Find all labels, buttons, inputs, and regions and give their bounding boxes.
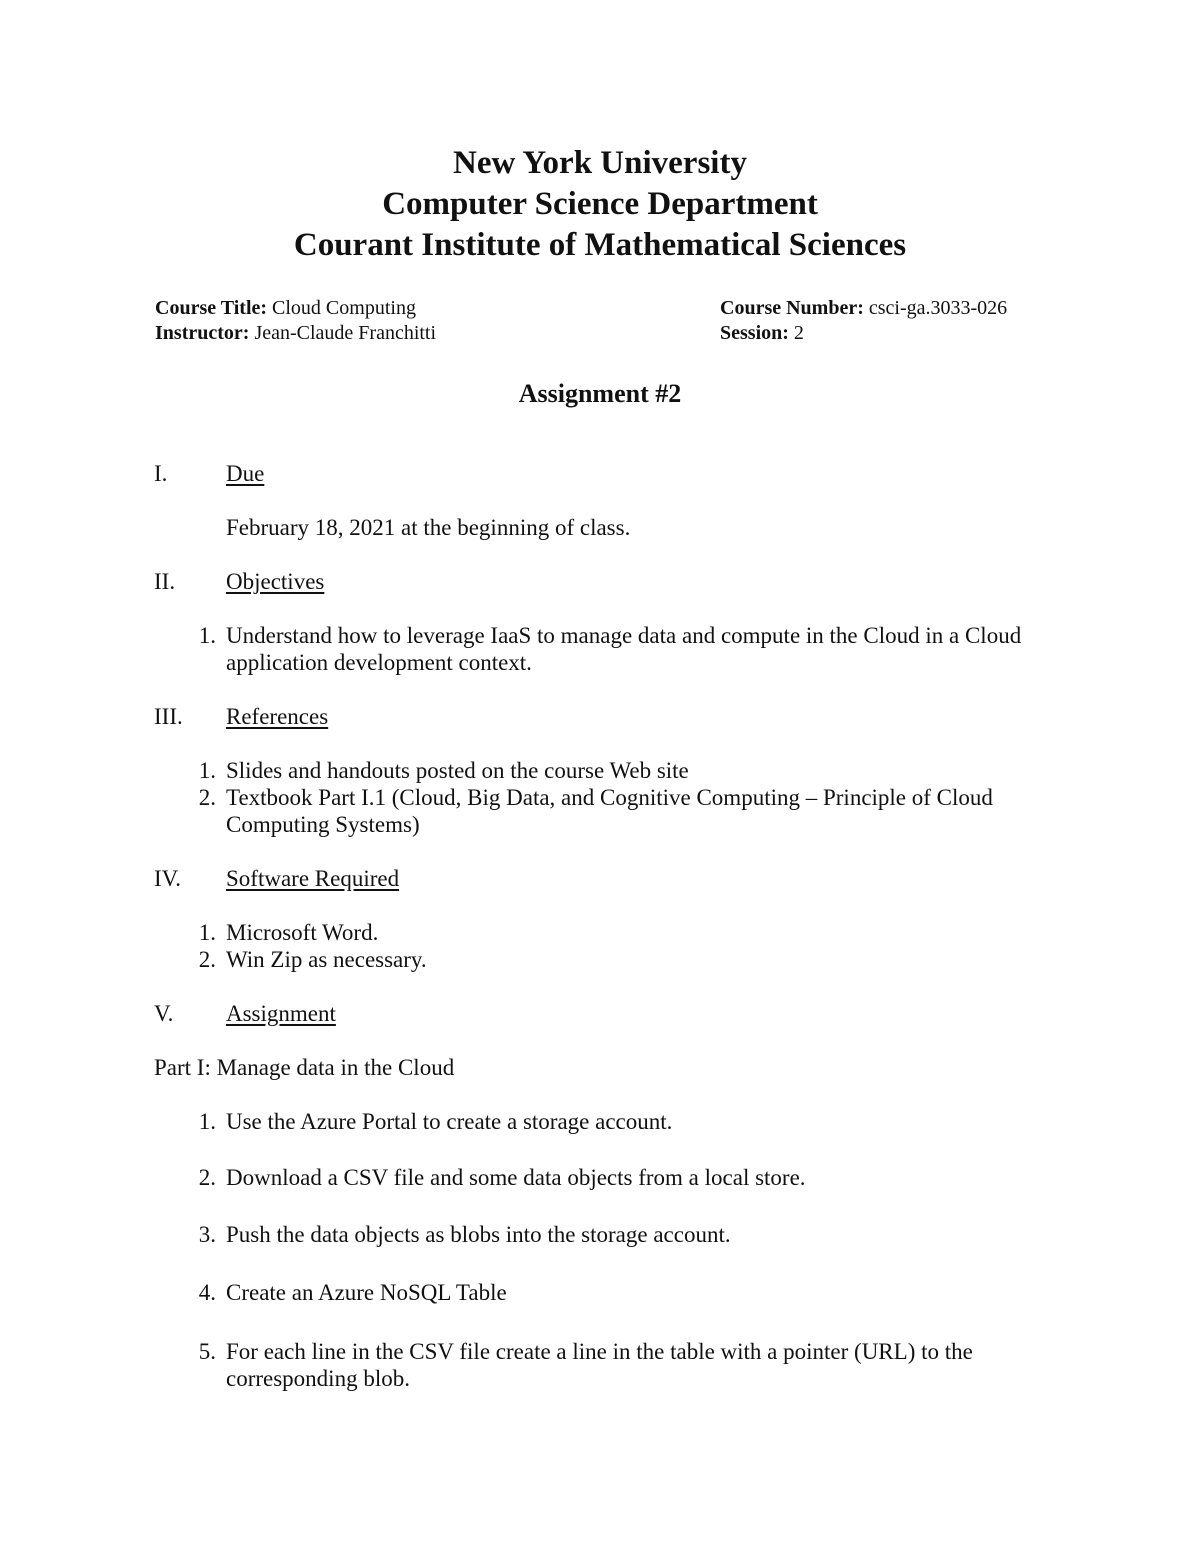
list-item-number: 1. [198,758,216,783]
list-item-number: 1. [198,920,216,945]
list-item-text: Understand how to leverage IaaS to manage data and compute in the Cloud in a Cloud application development context. [226,623,1022,675]
list-item-number: 1. [198,1109,216,1134]
list-item-number: 1. [198,623,216,648]
section-number-objectives: II. [154,569,176,594]
due-date-text: February 18, 2021 at the beginning of class. [226,515,631,540]
course-number-label: Course Number: [720,297,864,319]
instructor-value: Jean-Claude Franchitti [254,322,437,344]
list-item-number: 3. [198,1222,216,1247]
course-title-row [155,296,416,321]
session-value: 2 [793,322,804,344]
section-title-references: References [226,704,329,729]
list-item-text: Download a CSV file and some data objects from a local store. [226,1165,806,1190]
list-item-text: Microsoft Word. [226,920,379,945]
section-number-due: I. [154,461,168,486]
list-item-text: Win Zip as necessary. [226,947,427,972]
list-item-number: 2. [198,947,216,972]
list-item-number: 4. [198,1280,216,1305]
section-title-assignment: Assignment [226,1001,336,1026]
list-item-text: Create an Azure NoSQL Table [226,1280,507,1305]
instructor-row [155,321,436,346]
list-item-text: Slides and handouts posted on the course Web site [226,758,689,783]
section-title-software: Software Required [226,866,400,891]
section-number-assignment: V. [154,1001,174,1026]
session-label: Session: [720,322,789,344]
section-title-due: Due [226,461,265,486]
header-university: New York University [453,145,747,181]
section-number-references: III. [154,704,183,729]
list-item-number: 2. [198,1165,216,1190]
course-number-value: csci-ga.3033-026 [868,297,1008,319]
list-item-number: 5. [198,1339,216,1364]
list-item-text: Push the data objects as blobs into the storage account. [226,1222,731,1247]
course-number-row [720,296,1007,321]
list-item-number: 2. [198,785,216,810]
instructor-label: Instructor: [155,322,250,344]
list-item-text: For each line in the CSV file create a line in the table with a pointer (URL) to the corresponding blob. [226,1339,973,1391]
list-item-text: Textbook Part I.1 (Cloud, Big Data, and Cognitive Computing – Principle of Cloud Computing Systems) [226,785,993,837]
course-title-value: Cloud Computing [272,297,416,319]
section-title-objectives: Objectives [226,569,325,594]
header-department: Computer Science Department [382,186,818,222]
course-title-label: Course Title: [155,297,268,319]
list-item-text: Use the Azure Portal to create a storage account. [226,1109,673,1134]
assignment-title: Assignment #2 [518,379,682,408]
header-institute: Courant Institute of Mathematical Sciences [293,227,907,263]
part-label: Part I: Manage data in the Cloud [154,1055,455,1080]
section-number-software: IV. [154,866,182,891]
session-row [720,321,804,346]
